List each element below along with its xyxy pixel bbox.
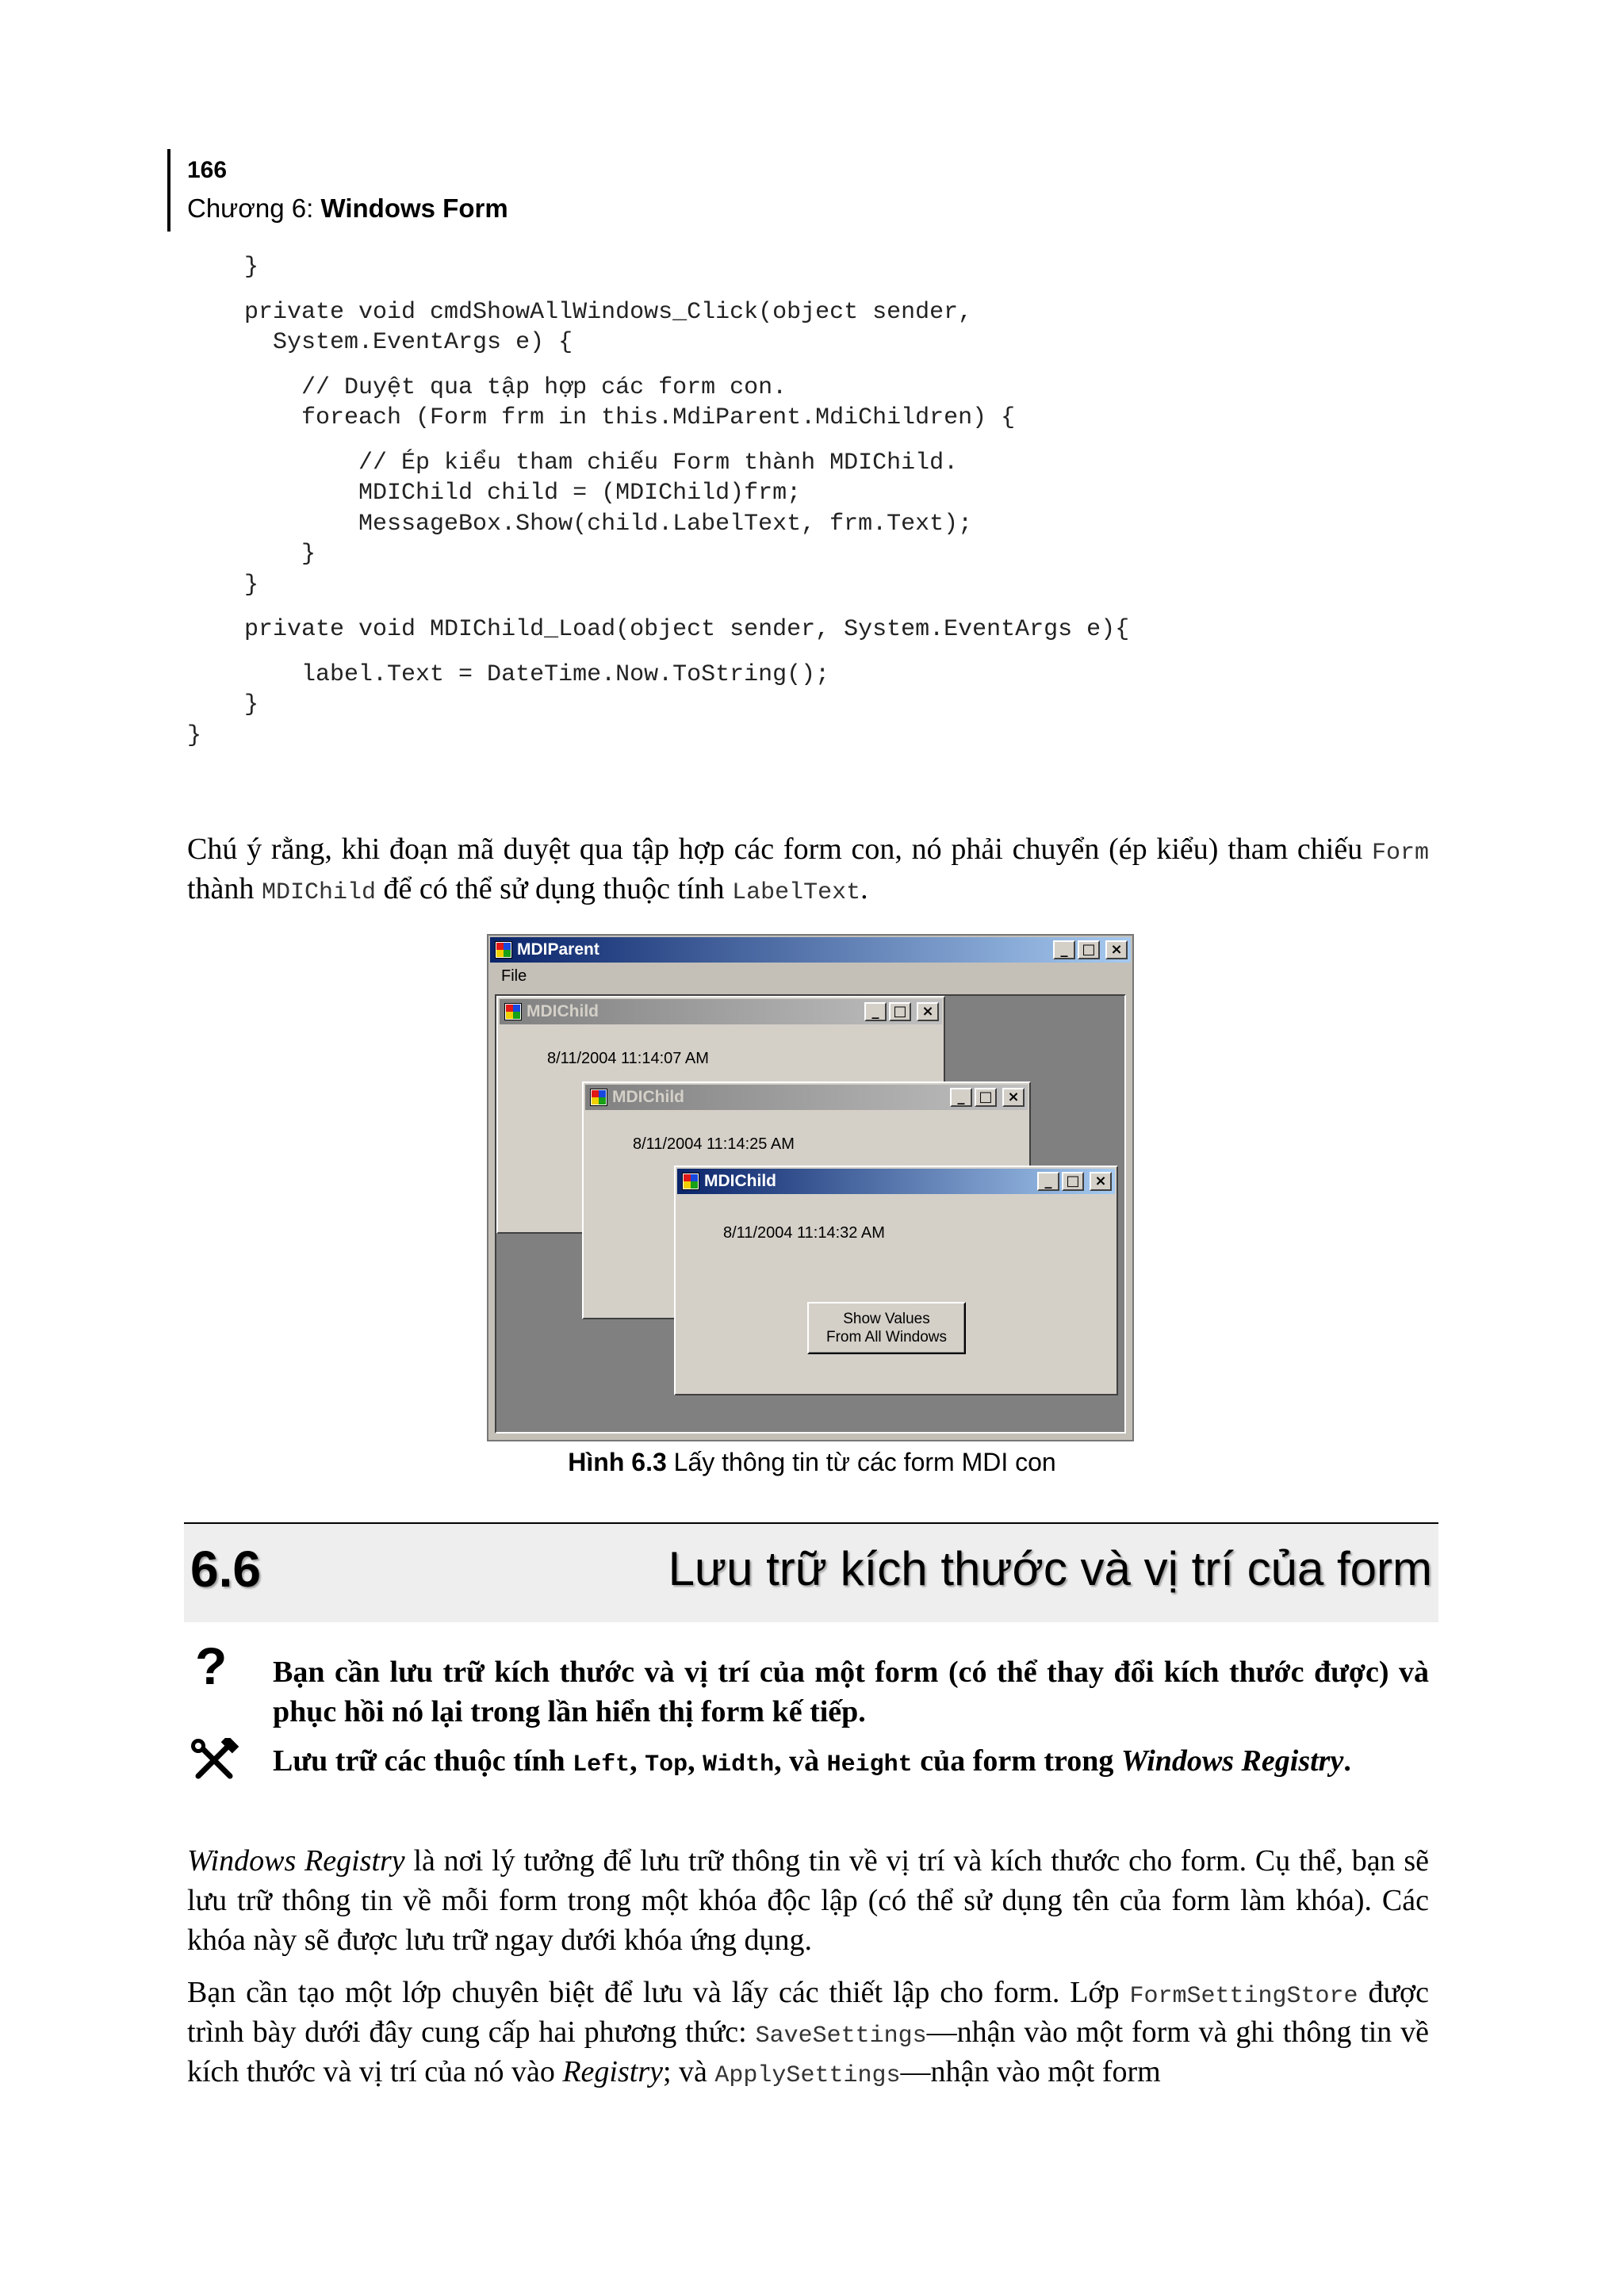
chapter-prefix: Chương 6:	[187, 193, 321, 223]
text: Chú ý rằng, khi đoạn mã duyệt qua tập hợp các form con, nó phải chuyển (ép kiểu) tham chiếu	[187, 833, 1372, 866]
app-icon	[495, 941, 512, 959]
code-line: }	[187, 541, 316, 568]
code-line: }	[187, 691, 259, 718]
registry-term: Registry	[562, 2055, 663, 2088]
page-number: 166	[187, 157, 228, 183]
timestamp-label: 8/11/2004 11:14:32 AM	[723, 1224, 885, 1242]
solution-statement	[273, 1741, 1429, 1781]
text: , và	[774, 1744, 827, 1778]
code-left: Left	[573, 1751, 630, 1778]
timestamp-label: 8/11/2004 11:14:07 AM	[547, 1050, 709, 1067]
registry-term: Windows Registry	[187, 1844, 405, 1878]
mdi-screenshot	[487, 934, 1134, 1441]
chapter-title: Windows Form	[320, 193, 508, 223]
mdichild-title: MDIChild	[612, 1088, 684, 1106]
maximize-button[interactable]: □	[1062, 1172, 1084, 1191]
text: ,	[630, 1744, 645, 1778]
app-icon	[590, 1089, 607, 1106]
code-labeltext: LabelText	[732, 879, 861, 906]
maximize-button[interactable]: □	[889, 1002, 911, 1021]
mdiparent-title: MDIParent	[517, 940, 599, 959]
text: để có thể sử dụng thuộc tính	[375, 872, 733, 905]
text: —nhận vào một form	[900, 2055, 1161, 2088]
maximize-button[interactable]: □	[975, 1088, 997, 1107]
mdiparent-titlebar[interactable]	[490, 937, 1131, 963]
code-blank-line	[187, 358, 1129, 373]
menu-file[interactable]: File	[501, 967, 527, 985]
minimize-button[interactable]: _	[950, 1088, 972, 1107]
code-line: }	[187, 722, 202, 749]
text: Bạn cần tạo một lớp chuyên biệt để lưu và lấy các thiết lập cho form. Lớp	[187, 1976, 1130, 2009]
text: —nhận vào một form và ghi thông tin về kích thước và vị trí của nó vào	[187, 2015, 1429, 2088]
minimize-button[interactable]: _	[864, 1002, 887, 1021]
mdichild-title: MDIChild	[527, 1002, 599, 1020]
code-form: Form	[1371, 840, 1429, 867]
code-line: MDIChild child = (MDIChild)frm;	[187, 480, 802, 507]
code-line: // Ép kiểu tham chiếu Form thành MDIChild.	[187, 449, 959, 477]
header-rule	[167, 149, 170, 232]
menu-bar	[490, 964, 1131, 988]
code-line: // Duyệt qua tập hợp các form con.	[187, 373, 787, 401]
minimize-button[interactable]: _	[1037, 1172, 1059, 1191]
maximize-button[interactable]: □	[1078, 940, 1100, 959]
section-number: 6.6	[190, 1541, 261, 1598]
code-line: }	[187, 254, 259, 281]
app-icon	[682, 1173, 699, 1190]
code-listing	[187, 252, 1129, 751]
text: được trình bày dưới đây cung cấp hai phương thức:	[187, 1976, 1429, 2049]
code-width: Width	[703, 1751, 775, 1778]
problem-statement: Bạn cần lưu trữ kích thước và vị trí của một form (có thể thay đổi kích thước được) và phục hồi nó lại trong lần hiển thị form kế tiếp.	[273, 1656, 1429, 1728]
text: Lưu trữ các thuộc tính	[273, 1744, 573, 1778]
caption-text: Lấy thông tin từ các form MDI con	[666, 1448, 1056, 1476]
code-line: MessageBox.Show(child.LabelText, frm.Text);	[187, 510, 973, 538]
code-savesettings: SaveSettings	[755, 2023, 927, 2050]
code-line: foreach (Form frm in this.MdiParent.MdiChildren) {	[187, 404, 1016, 431]
app-icon	[504, 1003, 522, 1020]
mdichild-titlebar[interactable]	[677, 1169, 1115, 1194]
code-line: }	[187, 571, 259, 599]
code-line: private void MDIChild_Load(object sender, System.EventArgs e){	[187, 616, 1130, 643]
code-top: Top	[645, 1751, 688, 1778]
text: .	[1343, 1744, 1351, 1778]
tools-icon	[190, 1738, 241, 1782]
close-button[interactable]: ×	[1090, 1172, 1112, 1191]
text: .	[860, 872, 868, 905]
section-title: Lưu trữ kích thước và vị trí của form	[668, 1542, 1432, 1595]
code-applysettings: ApplySettings	[714, 2062, 901, 2089]
code-blank-line	[187, 600, 1129, 614]
code-height: Height	[826, 1751, 913, 1778]
paragraph-settings-class	[187, 1973, 1429, 2092]
code-blank-line	[187, 434, 1129, 448]
chapter-heading	[187, 193, 508, 224]
show-values-button[interactable]	[807, 1302, 966, 1354]
timestamp-label: 8/11/2004 11:14:25 AM	[633, 1135, 795, 1153]
code-mdichild: MDIChild	[261, 879, 376, 906]
close-button[interactable]: ×	[1002, 1088, 1025, 1107]
close-button[interactable]: ×	[917, 1002, 939, 1021]
minimize-button[interactable]: _	[1053, 940, 1075, 959]
mdichild-title: MDIChild	[704, 1172, 776, 1190]
mdichild-window-3[interactable]	[674, 1166, 1118, 1395]
close-button[interactable]: ×	[1105, 940, 1128, 959]
code-line: private void cmdShowAllWindows_Click(object sender,	[187, 298, 973, 326]
text: của form trong	[912, 1744, 1121, 1778]
code-line: label.Text = DateTime.Now.ToString();	[187, 660, 830, 688]
code-blank-line	[187, 645, 1129, 660]
question-icon: ?	[195, 1636, 228, 1695]
button-line-2: From All Windows	[825, 1329, 948, 1346]
text: ; và	[662, 2055, 715, 2088]
registry-term: Windows Registry	[1120, 1744, 1344, 1778]
mdichild-titlebar[interactable]	[585, 1085, 1028, 1110]
figure-caption	[0, 1448, 1624, 1477]
text: thành	[187, 872, 262, 905]
paragraph-cast-note	[187, 829, 1429, 909]
caption-label: Hình 6.3	[568, 1448, 667, 1476]
paragraph-registry	[187, 1841, 1429, 1960]
button-line-1: Show Values	[843, 1311, 930, 1327]
code-formsettingstore: FormSettingStore	[1129, 1983, 1358, 2010]
code-blank-line	[187, 283, 1129, 297]
mdi-client-area	[495, 994, 1126, 1434]
text: ,	[688, 1744, 703, 1778]
mdichild-titlebar[interactable]	[500, 999, 942, 1024]
text: là nơi lý tưởng để lưu trữ thông tin về vị trí và kích thước cho form. Cụ thể, bạn sẽ lưu trữ thông tin về mỗi form trong một khóa độc lập (có thể sử dụng tên của form làm khóa). Các khóa này sẽ được lưu trữ ngay dưới khóa ứng dụng.	[187, 1844, 1429, 1957]
code-line: System.EventArgs e) {	[187, 329, 573, 356]
